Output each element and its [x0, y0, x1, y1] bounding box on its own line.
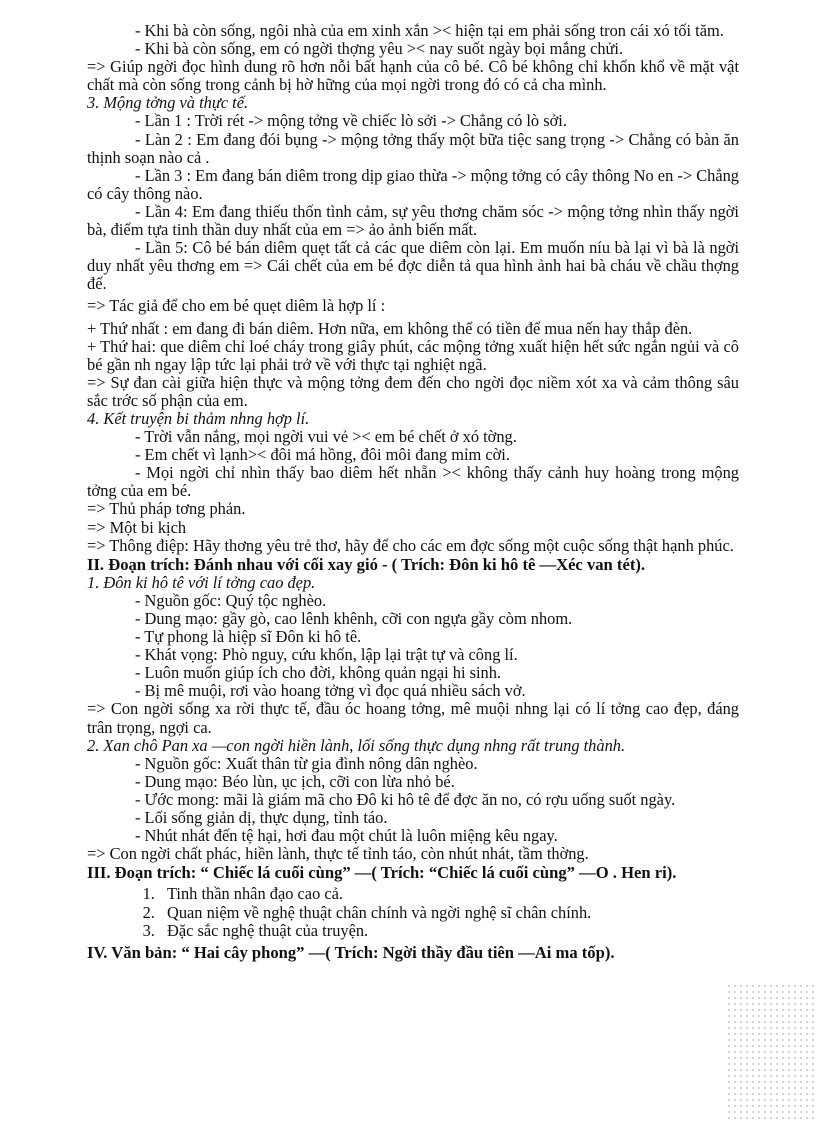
- paragraph: => Một bi kịch: [87, 517, 187, 537]
- paragraph: - Lối sống giản dị, thực dụng, tỉnh táo.: [135, 808, 388, 828]
- list-item: 1. Tinh thần nhân đạo cao cả.: [159, 885, 739, 903]
- paragraph: => Tác giả để cho em bé quẹt diêm là hợp lí :: [87, 296, 386, 316]
- paragraph: - Dung mạo: gầy gò, cao lênh khênh, cỡi con ngựa gầy còm nhom.: [135, 609, 573, 628]
- section-4-heading: IV. Văn bản: “ Hai cây phong” —( Trích: Ngời thầy đầu tiên —Ai ma tốp).: [87, 942, 615, 962]
- paragraph: - Làn 2 : Em đang đói bụng -> mộng tởng thấy một bữa tiệc sang trọng -> Chẳng có bàn ăn thịnh soạn nào cả .: [87, 129, 739, 167]
- numbered-list: [87, 885, 739, 939]
- subsection-heading: 1. Đôn ki hô tê với lí tởng cao đẹp.: [87, 572, 316, 592]
- paragraph: => Sự đan cài giữa hiện thực và mộng tởng đem đến cho ngời đọc niềm xót xa và cảm thông sâu sắc trớc số phận của em.: [87, 372, 739, 410]
- paragraph: + Thứ nhất : em đang đi bán diêm. Hơn nữa, em không thể có tiền để mua nến hay thắp đèn.: [87, 318, 693, 338]
- subsection-heading: 3. Mộng tởng và thực tế.: [87, 93, 249, 113]
- paragraph: => Con ngời chất phác, hiền lành, thực tế tỉnh táo, còn nhút nhát, tầm thờng.: [87, 844, 589, 864]
- paragraph: => Thông điệp: Hãy thơng yêu trẻ thơ, hãy để cho các em đợc sống một cuộc sống thật hạnh phúc.: [87, 535, 734, 555]
- paragraph: - Ước mong: mãi là giám mã cho Đô ki hô tê để đợc ăn no, có rợu uống suốt ngày.: [135, 789, 676, 809]
- paragraph: - Trời vẫn nắng, mọi ngời vui vẻ >< em bé chết ở xó tờng.: [135, 427, 517, 447]
- paragraph: - Khi bà còn sống, em có ngời thợng yêu >< nay suốt ngày bọi mắng chửi.: [135, 39, 624, 59]
- paragraph: - Nhút nhát đến tệ hại, hơi đau một chút là luôn miệng kêu ngay.: [135, 826, 558, 846]
- paragraph: - Dung mạo: Béo lùn, ục ịch, cỡi con lừa nhỏ bé.: [135, 771, 455, 791]
- paragraph: - Tự phong là hiệp sĩ Đôn ki hô tê.: [135, 627, 362, 647]
- paragraph: - Lần 3 : Em đang bán diêm trong dịp giao thừa -> mộng tởng có cây thông No en -> Chẳng có cây thông nào.: [87, 165, 739, 203]
- paragraph: - Mọi ngời chỉ nhìn thấy bao diêm hết nhẵn >< không thấy cảnh huy hoàng trong mộng tởng của em bé.: [87, 463, 739, 501]
- paragraph: - Khát vọng: Phò nguy, cứu khốn, lập lại trật tự và công lí.: [135, 645, 518, 665]
- list-item: 2. Quan niệm về nghệ thuật chân chính và ngời nghệ sĩ chân chính.: [159, 904, 739, 922]
- paragraph: - Lần 5: Cô bé bán diêm quẹt tất cả các que diêm còn lại. Em muốn níu bà lại vì bà là ngời duy nhất yêu thơng em => Cái chết của em bé đợc diễn tả qua hình ảnh hai bà cháu về chầu thợng đế.: [87, 238, 739, 294]
- document-page: [87, 22, 739, 962]
- paragraph: - Em chết vì lạnh>< đôi má hồng, đôi môi đang mỉm cời.: [135, 445, 510, 465]
- scan-noise-pattern: [726, 983, 816, 1123]
- paragraph: + Thứ hai: que diêm chỉ loé cháy trong giây phút, các mộng tởng xuất hiện hết sức ngắn ngủi và cô bé gần nh ngay lập tức lại phải trở về với thực tại nghiệt ngã.: [87, 336, 739, 374]
- paragraph: => Con ngời sống xa rời thực tế, đầu óc hoang tởng, mê muội nhng lại có lí tởng cao đẹp, đáng trân trọng, ngợi ca.: [87, 699, 739, 737]
- paragraph: => Thủ pháp tơng phản.: [87, 499, 246, 519]
- paragraph: - Luôn muốn giúp ích cho đời, không quản ngại hi sinh.: [135, 663, 502, 683]
- list-item: 3. Đặc sắc nghệ thuật của truyện.: [159, 922, 739, 940]
- subsection-heading: 4. Kết truyện bi thảm nhng hợp lí.: [87, 408, 310, 428]
- paragraph: - Nguồn gốc: Xuất thân từ gia đình nông dân nghèo.: [135, 753, 478, 773]
- section-heading: II. Đoạn trích: Đánh nhau với cối xay gió - ( Trích: Đôn ki hô tê —Xéc van tét).: [87, 554, 646, 574]
- paragraph: - Khi bà còn sống, ngôi nhà của em xinh xắn >< hiện tại em phải sống tron cái xó tối tăm.: [135, 21, 724, 40]
- paragraph: - Bị mê muội, rơi vào hoang tởng vì đọc quá nhiều sách vở.: [135, 681, 526, 701]
- paragraph: - Nguồn gốc: Quý tộc nghèo.: [135, 590, 327, 610]
- section-heading: III. Đoạn trích: “ Chiếc lá cuối cùng” —( Trích: “Chiếc lá cuối cùng” —O . Hen ri).: [87, 863, 677, 883]
- subsection-heading: 2. Xan chô Pan xa —con ngời hiền lành, lối sống thực dụng nhng rất trung thành.: [87, 735, 626, 755]
- document-body: [87, 22, 739, 882]
- paragraph: => Giúp ngời đọc hình dung rõ hơn nỗi bất hạnh của cô bé. Cô bé không chỉ khốn khổ về mặt vật chất mà còn sống trong cảnh bị hờ hững của mọi ngời trong đó có cả cha mình.: [87, 57, 739, 95]
- paragraph: - Lần 4: Em đang thiếu thốn tình cảm, sự yêu thơng chăm sóc -> mộng tởng nhìn thấy ngời bà, điểm tựa tinh thần duy nhất của em => ảo ảnh biến mất.: [87, 201, 739, 240]
- paragraph: - Lần 1 : Trời rét -> mộng tởng về chiếc lò sởi -> Chẳng có lò sởi.: [135, 111, 567, 131]
